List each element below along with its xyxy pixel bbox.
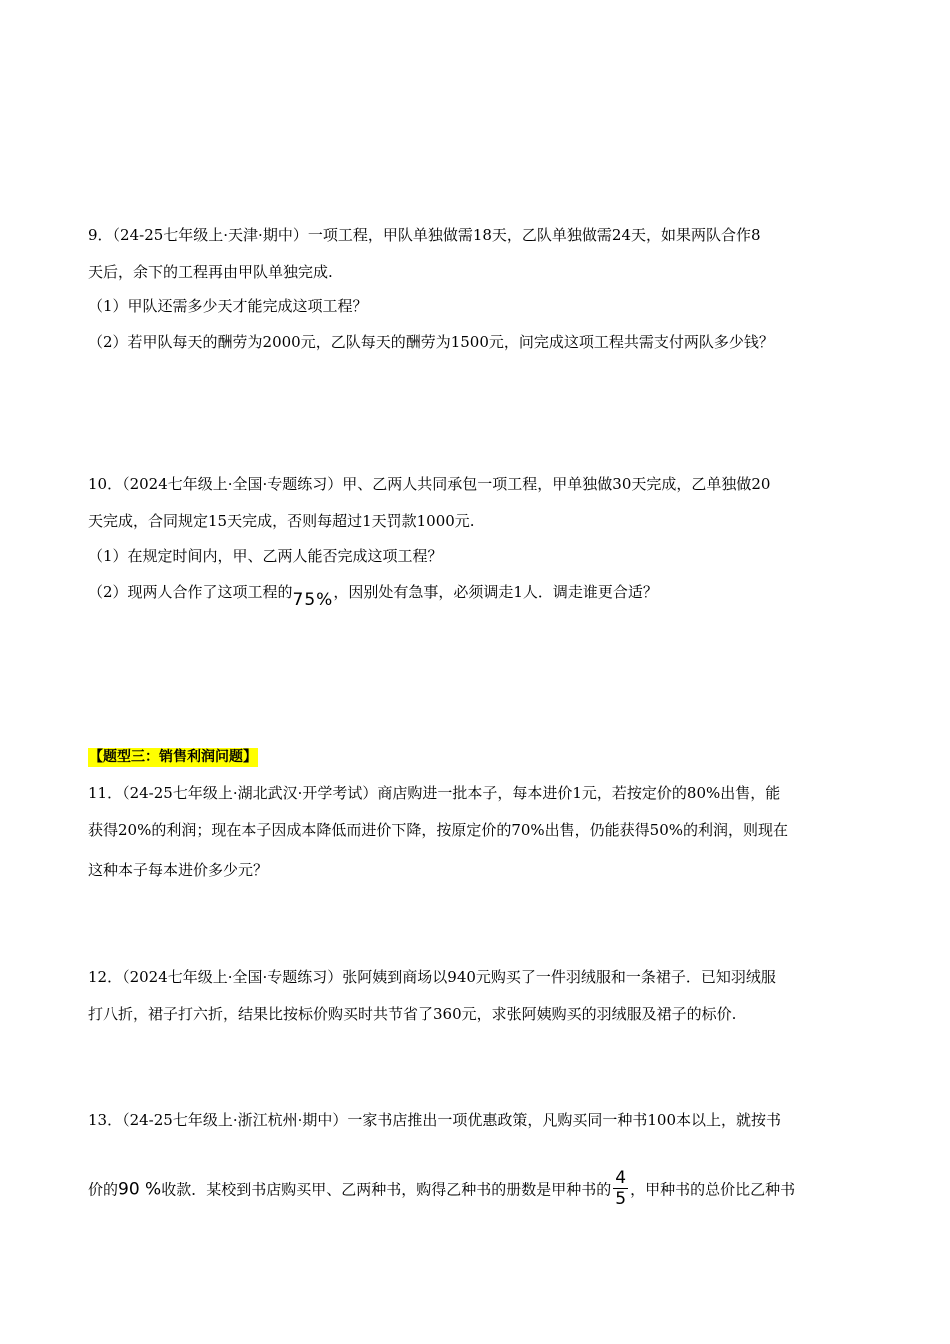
problem-10-question-2-text-b: ，因别处有急事，必须调走1人．调走谁更合适？ xyxy=(333,583,658,601)
problem-13-line-2 xyxy=(88,1170,863,1211)
problem-12-line-1: 12．（2024七年级上·全国·专题练习）张阿姨到商场以940元购买了一件羽绒服和一条裙子．已知羽绒服 xyxy=(88,968,776,986)
problem-12-line-2: 打八折，裙子打六折，结果比按标价购买时共节省了360元，求张阿姨购买的羽绒服及裙子的标价. xyxy=(88,1005,737,1023)
problem-13-line-2-text-a: 价的 xyxy=(88,1180,119,1199)
problem-11-line-2: 获得20%的利润；现在本子因成本降低而进价下降，按原定价的70%出售，仍能获得50%的利润，则现在 xyxy=(88,821,789,839)
problem-10-question-1: （1）在规定时间内，甲、乙两人能否完成这项工程？ xyxy=(88,547,443,565)
fraction-numerator: 4 xyxy=(615,1168,627,1188)
problem-11-line-1: 11．（24-25七年级上·湖北武汉·开学考试）商店购进一批本子，每本进价1元，若按定价的80%出售，能 xyxy=(88,784,781,802)
section-heading: 【题型三：销售利润问题】 xyxy=(89,749,257,765)
problem-9-question-2: （2）若甲队每天的酬劳为2000元，乙队每天的酬劳为1500元，问完成这项工程共需支付两队多少钱？ xyxy=(88,333,774,351)
problem-9-line-2: 天后，余下的工程再由甲队单独完成. xyxy=(88,263,333,281)
problem-11-line-3: 这种本子每本进价多少元？ xyxy=(88,861,269,879)
problem-9-line-1: 9．（24-25七年级上·天津·期中）一项工程，甲队单独做需18天，乙队单独做需24天，如果两队合作8 xyxy=(88,226,761,244)
fraction-denominator: 5 xyxy=(615,1189,627,1209)
problem-9-question-1: （1）甲队还需多少天才能完成这项工程？ xyxy=(88,297,368,315)
problem-13-line-2-text-c: ，甲种书的总价比乙种书 xyxy=(630,1180,796,1199)
problem-10-question-2 xyxy=(88,582,863,610)
problem-10-line-1: 10．（2024七年级上·全国·专题练习）甲、乙两人共同承包一项工程，甲单独做30天完成，乙单独做20 xyxy=(88,475,771,493)
percentage-math: 75% xyxy=(292,590,334,610)
problem-13-line-2-text-b: 收款．某校到书店购买甲、乙两种书，购得乙种书的册数是甲种书的 xyxy=(161,1180,612,1199)
percentage-math: 90 % xyxy=(118,1179,162,1200)
problem-10-question-2-text-a: （2）现两人合作了这项工程的 xyxy=(88,583,293,601)
problem-13-line-1: 13．（24-25七年级上·浙江杭州·期中）一家书店推出一项优惠政策，凡购买同一种书100本以上，就按书 xyxy=(88,1111,781,1129)
problem-10-line-2: 天完成，合同规定15天完成，否则每超过1天罚款1000元. xyxy=(88,512,475,530)
fraction xyxy=(613,1168,628,1209)
